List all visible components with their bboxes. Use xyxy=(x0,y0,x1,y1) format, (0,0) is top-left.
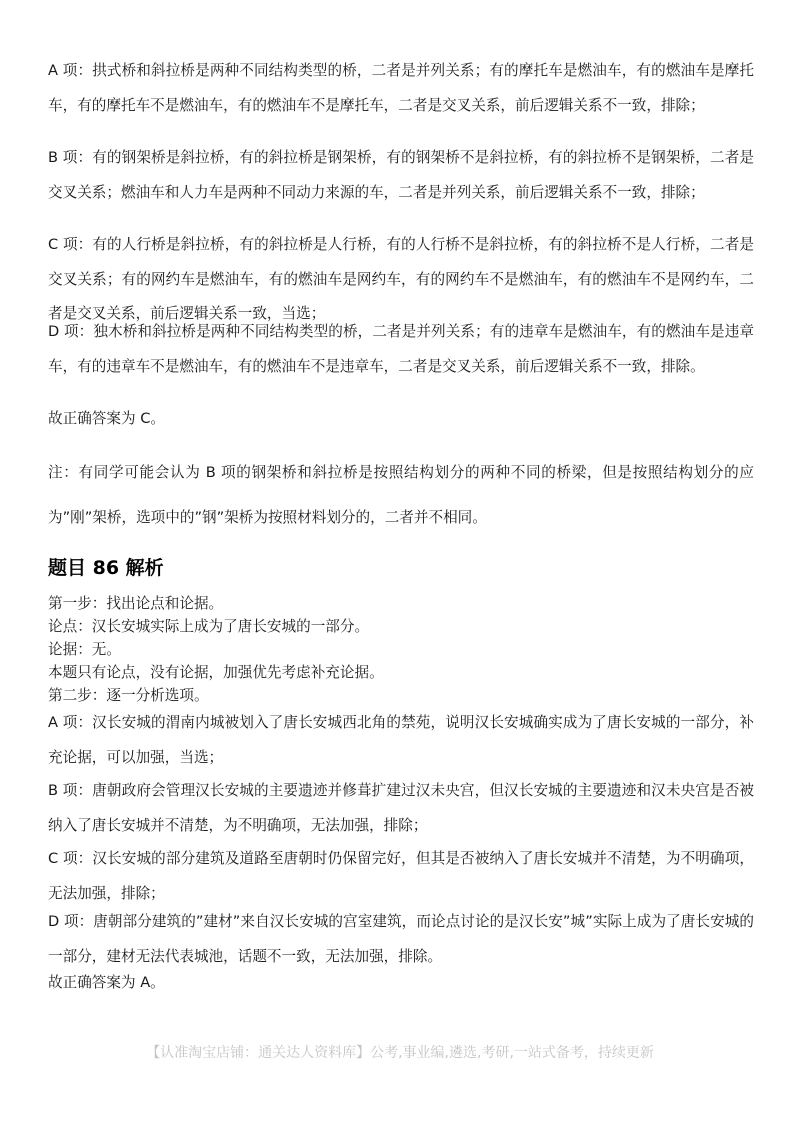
note-paragraph: 注：有同学可能会认为 B 项的钢架桥和斜拉桥是按照结构划分的两种不同的桥梁，但是按照结构划分的应为”刚”架桥，选项中的”钢”架桥为按照材料划分的，二者并不相同。 xyxy=(48,464,754,526)
option-d-analysis: D 项：独木桥和斜拉桥是两种不同结构类型的桥，二者是并列关系；有的违章车是燃油车，有的燃油车是违章车，有的违章车不是燃油车，有的燃油车不是违章车，二者是交叉关系，前后逻辑关系不一致，排除。 xyxy=(48,323,754,375)
answer-line: 故正确答案为 C。 xyxy=(48,410,165,427)
option-c-analysis: C 项：有的人行桥是斜拉桥，有的斜拉桥是人行桥，有的人行桥不是斜拉桥，有的斜拉桥不是人行桥，二者是交叉关系；有的网约车是燃油车，有的燃油车是网约车，有的网约车不是燃油车，有的燃油车不是网约车，二者是交叉关系，前后逻辑关系一致，当选； xyxy=(48,236,754,322)
argument-line: 论点：汉长安城实际上成为了唐长安城的一部分。 xyxy=(48,618,370,635)
strategy-line: 本题只有论点，没有论据，加强优先考虑补充论据。 xyxy=(48,664,384,681)
q86-option-a: A 项：汉长安城的渭南内城被划入了唐长安城西北角的禁苑，说明汉长安城确实成为了唐长安城的一部分，补充论据，可以加强，当选； xyxy=(48,714,754,766)
option-b-analysis: B 项：有的钢架桥是斜拉桥，有的斜拉桥是钢架桥，有的钢架桥不是斜拉桥，有的斜拉桥不是钢架桥，二者是交叉关系；燃油车和人力车是两种不同动力来源的车，二者是并列关系，前后逻辑关系不一致，排除； xyxy=(48,149,754,201)
q86-answer: 故正确答案为 A。 xyxy=(48,974,165,991)
footer-watermark: 【认准淘宝店铺：通关达人资料库】公考,事业编,遴选,考研,一站式备考，持续更新 xyxy=(146,1045,654,1061)
q86-option-b: B 项：唐朝政府会管理汉长安城的主要遗迹并修葺扩建过汉未央宫，但汉长安城的主要遗迹和汉未央宫是否被纳入了唐长安城并不清楚，为不明确项，无法加强，排除； xyxy=(48,782,754,834)
option-a-analysis: A 项：拱式桥和斜拉桥是两种不同结构类型的桥，二者是并列关系；有的摩托车是燃油车，有的燃油车是摩托车，有的摩托车不是燃油车，有的燃油车不是摩托车，二者是交叉关系，前后逻辑关系不一致，排除； xyxy=(48,62,754,114)
analysis-steps xyxy=(48,592,754,707)
q86-option-d: D 项：唐朝部分建筑的”建材”来自汉长安城的宫室建筑，而论点讨论的是汉长安”城”实际上成为了唐长安城的一部分，建材无法代表城池，话题不一致，无法加强，排除。 xyxy=(48,913,754,965)
q86-option-c: C 项：汉长安城的部分建筑及道路至唐朝时仍保留完好，但其是否被纳入了唐长安城并不清楚，为不明确项，无法加强，排除； xyxy=(48,850,754,902)
section-heading: 题目 86 解析 xyxy=(48,557,164,579)
step-one: 第一步：找出论点和论据。 xyxy=(48,595,224,612)
step-two: 第二步：逐一分析选项。 xyxy=(48,687,209,704)
evidence-line: 论据：无。 xyxy=(48,641,121,658)
